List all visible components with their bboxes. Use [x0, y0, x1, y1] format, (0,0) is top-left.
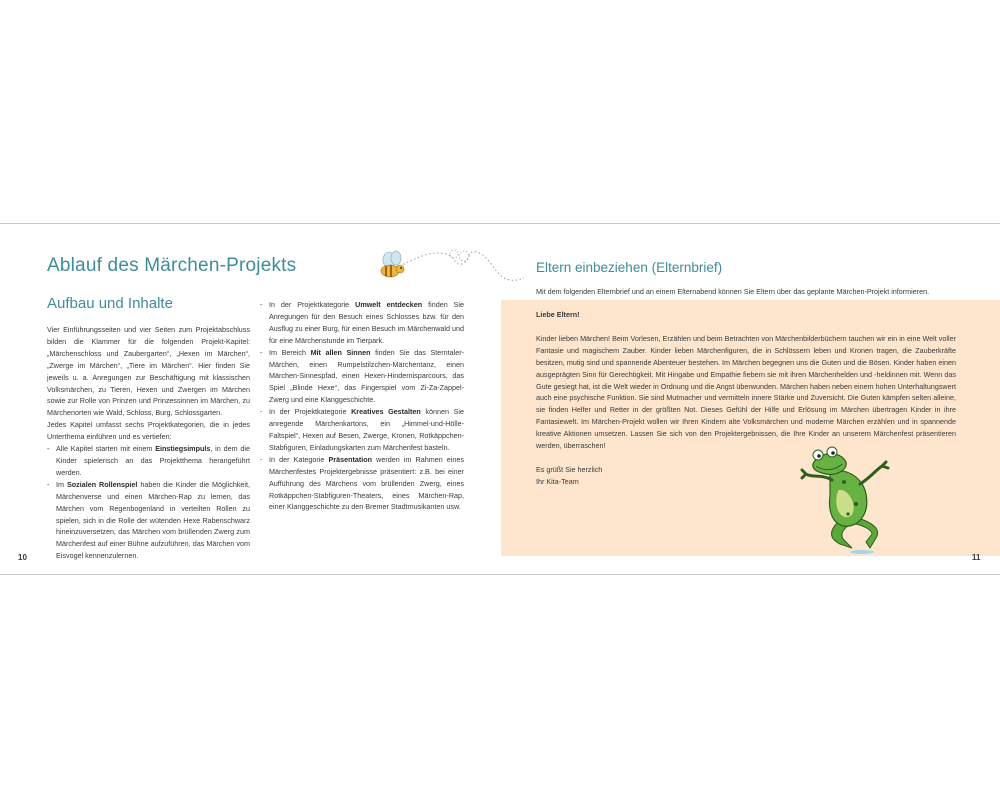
list-item: - In der Projektkategorie Kreatives Gestalten können Sie anregende Märchenkartons, ein „Himmel-und-Hölle-Faltspiel“, Hexen auf Besen, Zwerge, Kronen, Rotkäppchen-Stabfiguren, Einladungskarten zum Märchenfest basteln. [260, 406, 464, 454]
letter-signature: Ihr Kita-Team [536, 476, 579, 486]
list-item: - Im Sozialen Rollenspiel haben die Kinder die Möglichkeit, Märchenverse und einen Märchen-Rap zu lernen, das Märchen vom Regenbogenland in verteilten Rollen zu spielen, sich in die Rolle der wütenden Hexe Rabenschwarz hineinzuversetzen, das Märchen vom brüllenden Zwerg zum Märchenfest auf einer Bühne aufzuführen, das Märchen vom Eisvogel kennenzulernen. [47, 479, 250, 562]
intro-paragraph: Vier Einführungsseiten und vier Seiten zum Projektabschluss bilden die Klammer für die folgenden Projekt-Kapitel: „Märchenschloss und Zaubergarten“, „Hexen im Märchen“, „Zwerge im Märchen“, „Tiere im Märchen“. Hier finden Sie jeweils u. a. Anregungen zur Beschäftigung mit klassischen Volksmärchen, zu Tieren, Hexen und Zwergen im Märchen sowie zur Rolle von Prinzen und Prinzessinnen im Märchen, zu Märchenorten wie Wald, Schloss, Burg, Schlossgarten. [47, 325, 250, 418]
parent-letter-box [501, 300, 1000, 556]
category-list-2 [260, 299, 464, 513]
page-number-left: 10 [18, 553, 27, 562]
text-column-1 [47, 324, 250, 562]
letter-body: Kinder lieben Märchen! Beim Vorlesen, Erzählen und beim Betrachten von Märchenbilderbüchern tauchen wir ein in eine Welt voller Fantasie und magischem Zauber. Kinder lieben Märchenfiguren, die in Schlössern leben und Kronen tragen, die Zauberkräfte besitzen, mutig sind und spannende Abenteuer bestehen. Im Märchen begegnen uns die Guten und die Bösen. Kinder haben einen ausgeprägten Sinn für Gerechtigkeit. Mit Hingabe und Empathie fiebern sie mit ihren Märchenhelden und -heldinnen mit. Wenn das Gute gesiegt hat, ist die Welt wieder in Ordnung und die Angst überwunden. Märchen haben neben einem hohen Unterhaltungswert auch eine psychische Funktion. Sie sind Mutmacher und vermitteln innere Stärke und Zuversicht. Die Guten kämpfen selten alleine, sie finden Helfer und Retter in der größten Not. Dieses Gefühl der Hilfe und Erlösung im Märchen übertragen Kinder in ihre Fantasiewelt. Im Märchen-Projekt wollen wir Ihren Kindern alte Volksmärchen und moderne Märchen erzählen und in spannende kreative Aktionen umsetzen. Lassen Sie sich von den Projektergebnissen, die Ihre Kinder an unserem Märchenfest präsentieren werden, überraschen! [536, 333, 956, 451]
section-title: Aufbau und Inhalte [47, 295, 173, 312]
letter-salutation: Liebe Eltern! [536, 310, 580, 319]
list-item: - In der Kategorie Präsentation werden im Rahmen eines Märchenfestes Projektergebnisse präsentiert: z.B. bei einer Aufführung des Märchens vom brüllenden Zwerg, eines Rotkäppchen-Stabfiguren-Theaters, eines Märchen-Rap, einer Klanggeschichte zu den Bremer Stadtmusikanten usw. [260, 454, 464, 514]
list-item: - In der Projektkategorie Umwelt entdecken finden Sie Anregungen für den Besuch eines Schlosses bzw. für den Ausflug zu einer Burg, für einen Besuch im Märchenwald und für eine Märchenstunde im Tierpark. [260, 299, 464, 347]
frog-illustration [800, 444, 890, 556]
intro-paragraph-2: Jedes Kapitel umfasst sechs Projektkategorien, die in jedes Unterthema einführen und es vertiefen: [47, 420, 250, 442]
right-intro: Mit dem folgenden Elternbrief und an einem Elternabend können Sie Eltern über das geplante Märchen-Projekt informieren. [536, 287, 930, 296]
book-spread [0, 223, 1000, 575]
page-number-right: 11 [972, 553, 981, 562]
parent-letter [536, 309, 956, 488]
category-list-1 [47, 443, 250, 562]
bee-illustration [376, 240, 526, 290]
letter-closing: Es grüßt Sie herzlich [536, 464, 603, 474]
list-item: - Alle Kapitel starten mit einem Einstiegsimpuls, in dem die Kinder spielerisch an das Projektthema herangeführt werden. [47, 443, 250, 479]
right-page-title: Eltern einbeziehen (Elternbrief) [536, 260, 723, 275]
text-column-2 [260, 299, 464, 513]
page-title: Ablauf des Märchen-Projekts [47, 255, 297, 276]
list-item: - Im Bereich Mit allen Sinnen finden Sie das Sterntaler-Märchen, einen Rumpelstilzchen-Märchentanz, einen Märchen-Sinnespfad, einen Hexen-Hindernisparcours, das Spiel „Blinde Hexe“, das Fingerspiel vom Zi-Za-Zappel-Zwerg und eine Klanggeschichte. [260, 347, 464, 407]
